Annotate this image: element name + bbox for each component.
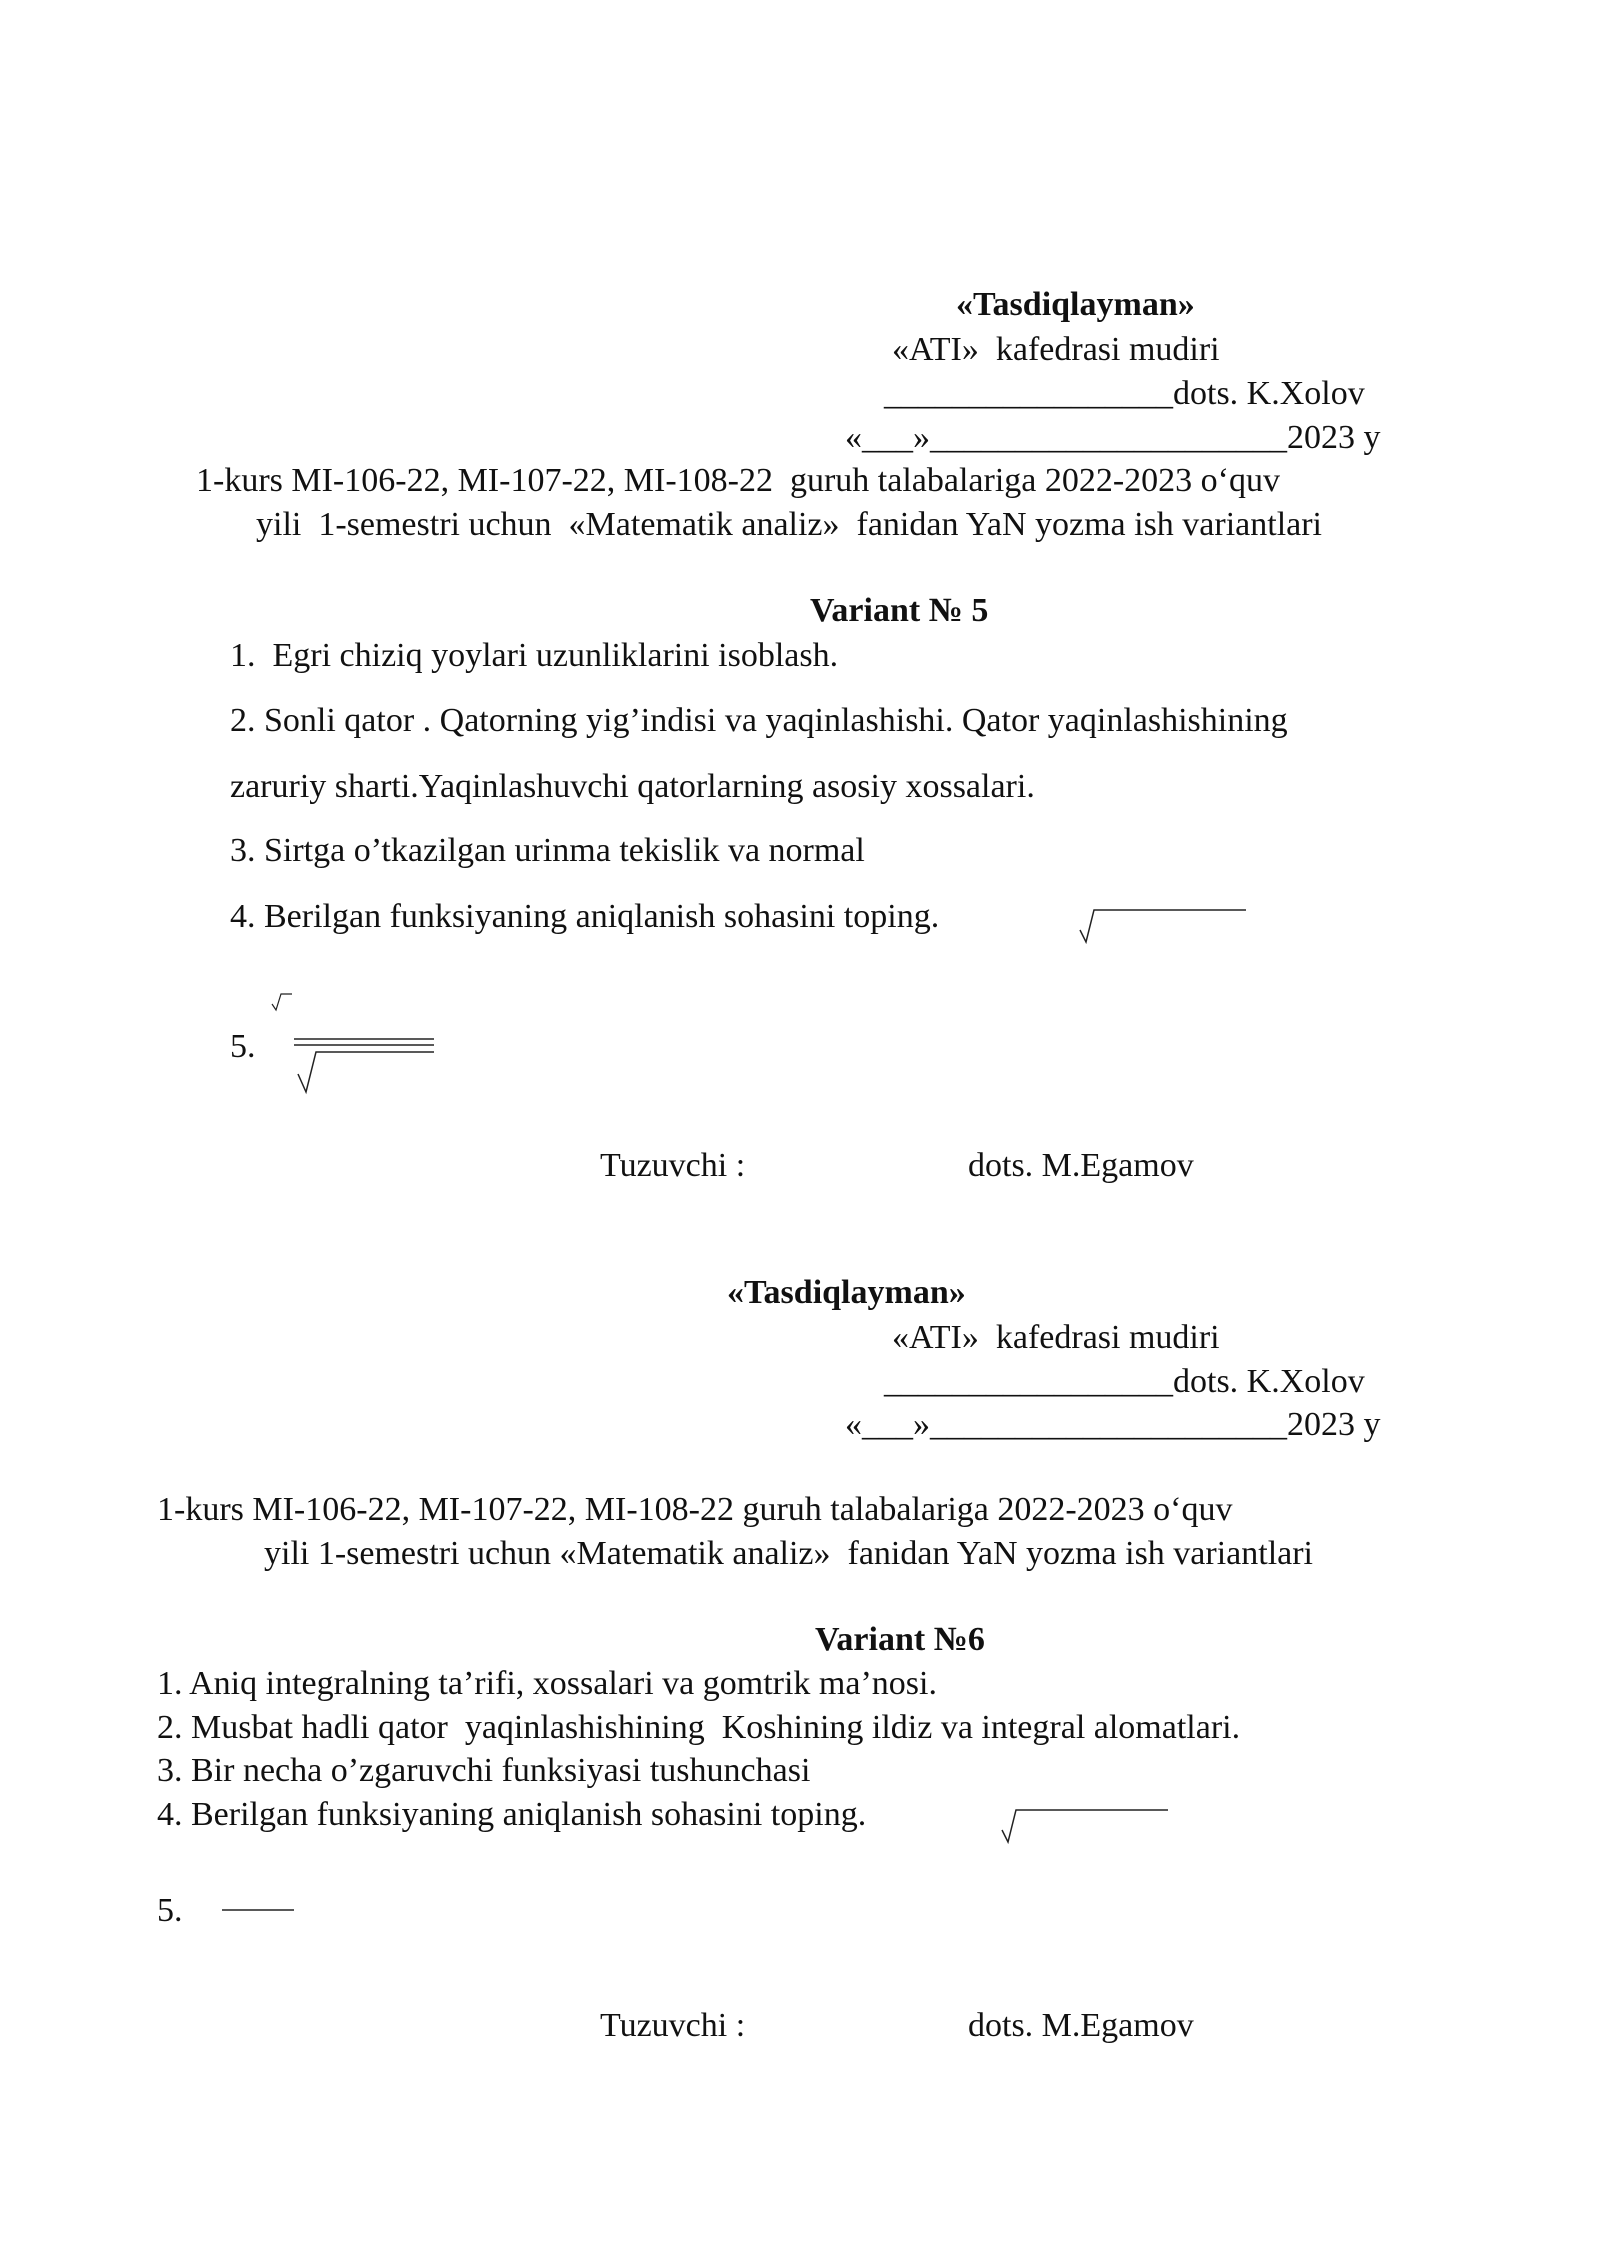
sqrt-formula-graphic (1000, 1800, 1170, 1850)
heading-line-2: yili 1-semestri uchun «Matematik analiz» fanidan YaN yozma ish variantlari (264, 1535, 1314, 1572)
heading-line-2: yili 1-semestri uchun «Matematik analiz» fanidan YaN yozma ish variantlari (256, 506, 1323, 543)
question-item: 1. Egri chiziq yoylari uzunliklarini isoblash. (230, 637, 839, 674)
variant-title: Variant № 5 (810, 592, 989, 629)
question-item: 4. Berilgan funksiyaning aniqlanish sohasini toping. (157, 1796, 867, 1833)
author-name: dots. M.Egamov (968, 1147, 1194, 1184)
approval-role: «ATI» kafedrasi mudiri (892, 331, 1220, 368)
question-item: 5. (230, 1028, 256, 1065)
approval-role: «ATI» kafedrasi mudiri (892, 1319, 1220, 1356)
question-item: 2. Sonli qator . Qatorning yig’indisi va yaqinlashishi. Qator yaqinlashishining (230, 702, 1288, 739)
approval-date-line: «___»_____________________2023 y (845, 419, 1381, 456)
question-item: 1. Aniq integralning ta’rifi, xossalari va gomtrik ma’nosi. (157, 1665, 937, 1702)
author-label: Tuzuvchi : (600, 2007, 746, 2044)
author-name: dots. M.Egamov (968, 2007, 1194, 2044)
question-item: 4. Berilgan funksiyaning aniqlanish sohasini toping. (230, 898, 940, 935)
approval-signature-line: _________________dots. K.Xolov (884, 1363, 1365, 1400)
approval-signature-line: _________________dots. K.Xolov (884, 375, 1365, 412)
question-item: 3. Bir necha o’zgaruvchi funksiyasi tushunchasi (157, 1752, 811, 1789)
question-item: zaruriy sharti.Yaqinlashuvchi qatorlarning asosiy xossalari. (230, 768, 1035, 805)
heading-line-1: 1-kurs MI-106-22, MI-107-22, MI-108-22 guruh talabalariga 2022-2023 o‘quv (157, 1491, 1233, 1528)
approval-title: «Tasdiqlayman» (727, 1274, 966, 1311)
approval-title: «Tasdiqlayman» (956, 286, 1195, 323)
fraction-bar-graphic (220, 1900, 300, 1920)
variant-title: Variant №6 (815, 1621, 985, 1658)
fraction-formula-graphic (292, 1030, 442, 1100)
heading-line-1: 1-kurs MI-106-22, MI-107-22, MI-108-22 guruh talabalariga 2022-2023 o‘quv (196, 462, 1280, 499)
sqrt-formula-graphic (270, 990, 298, 1014)
approval-date-line: «___»_____________________2023 y (845, 1406, 1381, 1443)
question-item: 2. Musbat hadli qator yaqinlashishining Koshining ildiz va integral alomatlari. (157, 1709, 1241, 1746)
question-item: 3. Sirtga o’tkazilgan urinma tekislik va normal (230, 832, 865, 869)
question-item: 5. (157, 1892, 183, 1929)
author-label: Tuzuvchi : (600, 1147, 746, 1184)
sqrt-formula-graphic (1078, 900, 1248, 950)
